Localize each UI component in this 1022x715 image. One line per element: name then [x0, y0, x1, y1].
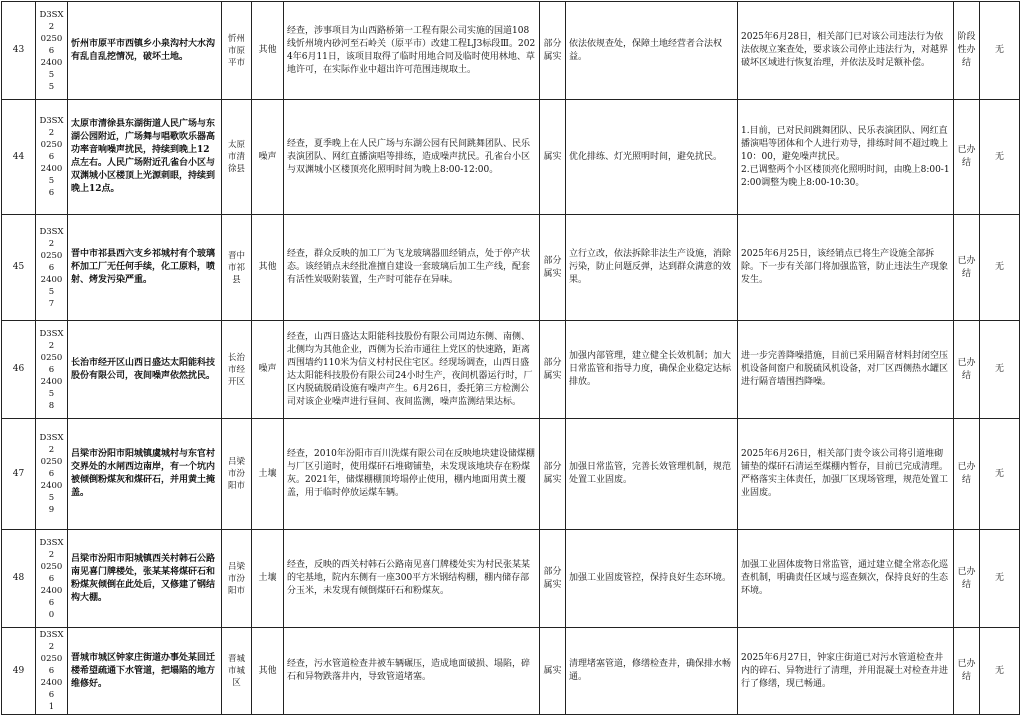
- admin-area: 太原 市清 徐县: [222, 100, 252, 215]
- rectification-progress: 进一步完善降噪措施，目前已采用隔音材料封闭空压机设备间窗户和脱硫风机设备，对厂区西侧热水罐区进行隔音墙围挡降噪。: [738, 321, 954, 419]
- rectification-goal: 优化排练、灯光照明时间，避免扰民。: [566, 100, 738, 215]
- verification-status: 部分 属实: [540, 530, 566, 628]
- table-row: [2, 419, 1020, 530]
- admin-area: 吕梁 市汾 阳市: [222, 419, 252, 530]
- accountability: 无: [980, 100, 1020, 215]
- investigation-result: 经查，污水管道检查井被车辆碾压，造成地面破损、塌陷，碎石和异物跌落井内，导致管道堵塞。: [284, 628, 540, 715]
- row-number: 49: [2, 628, 36, 715]
- row-number: 45: [2, 215, 36, 321]
- completion-status: 已办 结: [954, 419, 980, 530]
- completion-status: 已办 结: [954, 628, 980, 715]
- pollution-type: 土壤: [252, 530, 284, 628]
- table-row: [2, 100, 1020, 215]
- completion-status: 已办 结: [954, 321, 980, 419]
- accountability: 无: [980, 628, 1020, 715]
- row-number: 47: [2, 419, 36, 530]
- rectification-progress: 2025年6月27日，钟家庄街道已对污水管道检查井内的碎石、异物进行了清理，并用混凝土对检查井进行了修缮，现已畅通。: [738, 628, 954, 715]
- accountability: 无: [980, 530, 1020, 628]
- complaint-content: 晋城市城区钟家庄街道办事处某回迁楼希望疏通下水管道，把塌陷的地方维修好。: [68, 628, 222, 715]
- row-number: 46: [2, 321, 36, 419]
- accountability: 无: [980, 215, 1020, 321]
- investigation-result: 经查，夏季晚上在人民广场与东湖公园有民间跳舞团队、民乐表演团队、网红直播演唱等排练，造成噪声扰民。孔雀台小区与双渊城小区楼顶亮化照明时间为晚上8:00-12:00。: [284, 100, 540, 215]
- verification-status: 部分 属实: [540, 419, 566, 530]
- pollution-type: 其他: [252, 628, 284, 715]
- complaint-content: 吕梁市汾阳市阳城镇虞城村与东官村交界处的水闸西边南岸，有一个坑内被倾倒粉煤灰和煤矸石，并用黄土掩盖。: [68, 419, 222, 530]
- verification-status: 部分 属实: [540, 321, 566, 419]
- case-id: D3SX2 02506 24006 0: [36, 530, 68, 628]
- table-body: [2, 2, 1020, 715]
- case-id: D3SX2 02506 24005 8: [36, 321, 68, 419]
- accountability: 无: [980, 419, 1020, 530]
- completion-status: 已办 结: [954, 215, 980, 321]
- pollution-type: 其他: [252, 2, 284, 100]
- row-number: 48: [2, 530, 36, 628]
- rectification-goal: 加强工业固废管控，保持良好生态环境。: [566, 530, 738, 628]
- table-row: [2, 2, 1020, 100]
- completion-status: 阶段 性办 结: [954, 2, 980, 100]
- petition-table: [1, 1, 1020, 715]
- row-number: 43: [2, 2, 36, 100]
- table-row: [2, 628, 1020, 715]
- case-id: D3SX2 02506 24005 9: [36, 419, 68, 530]
- row-number: 44: [2, 100, 36, 215]
- verification-status: 属实: [540, 100, 566, 215]
- accountability: 无: [980, 2, 1020, 100]
- admin-area: 晋城 市城 区: [222, 628, 252, 715]
- complaint-content: 太原市清徐县东湖街道人民广场与东湖公园附近，广场舞与唱歌吹乐器高功率音响噪声扰民，持续到晚上12点左右。人民广场附近孔雀台小区与双渊城小区楼顶上光源刺眼，持续到晚上12点。: [68, 100, 222, 215]
- case-id: D3SX2 02506 24005 5: [36, 2, 68, 100]
- pollution-type: 噪声: [252, 321, 284, 419]
- investigation-result: 经查，群众反映的加工厂为飞龙玻璃器皿经销点，处于停产状态。该经销点未经批准擅自建设一套玻璃后加工生产线，配套有活性炭吸附装置，生产时可能存在异味。: [284, 215, 540, 321]
- pollution-type: 土壤: [252, 419, 284, 530]
- investigation-result: 经查，2010年汾阳市百川洗煤有限公司在反映地块建设储煤棚与厂区引道时，使用煤矸石堆砌铺垫，未发现该地块存在粉煤灰。2021年，储煤棚棚顶垮塌停止使用，棚内地面用黄土覆盖，用于临时停放运煤车辆。: [284, 419, 540, 530]
- admin-area: 吕梁 市汾 阳市: [222, 530, 252, 628]
- rectification-goal: 加强内部管理，建立健全长效机制；加大日常监管和指导力度，确保企业稳定达标排放。: [566, 321, 738, 419]
- verification-status: 属实: [540, 628, 566, 715]
- verification-status: 部分 属实: [540, 215, 566, 321]
- accountability: 无: [980, 321, 1020, 419]
- case-id: D3SX2 02506 24005 6: [36, 100, 68, 215]
- rectification-progress: 2025年6月25日，该经销点已将生产设施全部拆除。下一步有关部门将加强监管，防止违法生产现象发生。: [738, 215, 954, 321]
- table-row: [2, 530, 1020, 628]
- investigation-result: 经查，涉事项目为山西路桥第一工程有限公司实施的国道108线忻州境内砂河至石岭关（原平市）改建工程LJ3标段Ⅲ。2024年6月11日，该项目取得了临时用地合同及临时使用林地、草地许可，在实际作业中超出许可范围违规取土。: [284, 2, 540, 100]
- table-row: [2, 321, 1020, 419]
- admin-area: 忻州 市原 平市: [222, 2, 252, 100]
- pollution-type: 噪声: [252, 100, 284, 215]
- rectification-goal: 加强日常监管，完善长效管理机制，规范处置工业固废。: [566, 419, 738, 530]
- case-id: D3SX2 02506 24006 1: [36, 628, 68, 715]
- completion-status: 已办 结: [954, 530, 980, 628]
- rectification-goal: 清理堵塞管道，修缮检查井，确保排水畅通。: [566, 628, 738, 715]
- admin-area: 长治 市经 开区: [222, 321, 252, 419]
- completion-status: 已办 结: [954, 100, 980, 215]
- rectification-goal: 依法依规查处，保障土地经营者合法权益。: [566, 2, 738, 100]
- admin-area: 晋中 市祁 县: [222, 215, 252, 321]
- investigation-result: 经查，反映的西关村韩石公路南见喜门牌楼处实为村民张某某的宅基地，院内东侧有一座300平方米钢结构棚，棚内储存部分玉米，未发现有倾倒煤矸石和粉煤灰。: [284, 530, 540, 628]
- table-row: [2, 215, 1020, 321]
- complaint-content: 晋中市祁县西六支乡祁城村有个玻璃杯加工厂无任何手续，化工原料，喷射、烤发污染严重。: [68, 215, 222, 321]
- pollution-type: 其他: [252, 215, 284, 321]
- case-id: D3SX2 02506 24005 7: [36, 215, 68, 321]
- complaint-content: 忻州市原平市西镇乡小泉沟村大水沟有乱自乱挖情况，破坏土地。: [68, 2, 222, 100]
- rectification-progress: 2025年6月28日，相关部门已对该公司违法行为依法依规立案查处，要求该公司停止违法行为，对越界破坏区域进行恢复治理，并依法及时足额补偿。: [738, 2, 954, 100]
- rectification-goal: 立行立改，依法拆除非法生产设施，消除污染，防止问题反弹，达到群众满意的效果。: [566, 215, 738, 321]
- investigation-result: 经查，山西日盛达太阳能科技股份有限公司周边东侧、南侧、北侧均为其他企业，西侧为长治市通往上党区的快速路，距离西围墙约110米为信义村村民住宅区。经现场调查，山西日盛达太阳能科技股份有限公司24小时生产，夜间机器运行时，厂区内脱硫脱硝设施有噪声产生。6月26日，委托第三方检测公司对该企业噪声进行昼间、夜间监测，噪声监测结果达标。: [284, 321, 540, 419]
- rectification-progress: 1.目前，已对民间跳舞团队、民乐表演团队、网红直播演唱等团体和个人进行劝导，排练时间不超过晚上10：00，避免噪声扰民。 2.已调整两个小区楼顶亮化照明时间，由晚上8:00-12:00调整为晚上8:00-10:30。: [738, 100, 954, 215]
- rectification-progress: 2025年6月26日，相关部门责令该公司将引道堆砌铺垫的煤矸石清运至煤棚内暂存，目前已完成清理。严格落实主体责任，加强厂区现场管理，规范处置工业固废。: [738, 419, 954, 530]
- complaint-content: 吕梁市汾阳市阳城镇西关村韩石公路南见喜门牌楼处，张某某将煤矸石和粉煤灰倾倒在此处后，又修建了钢结构大棚。: [68, 530, 222, 628]
- rectification-progress: 加强工业固体废物日常监管，通过建立健全常态化巡查机制，明确责任区域与巡查频次，保持良好的生态环境。: [738, 530, 954, 628]
- complaint-content: 长治市经开区山西日盛达太阳能科技股份有限公司，夜间噪声依然扰民。: [68, 321, 222, 419]
- verification-status: 部分 属实: [540, 2, 566, 100]
